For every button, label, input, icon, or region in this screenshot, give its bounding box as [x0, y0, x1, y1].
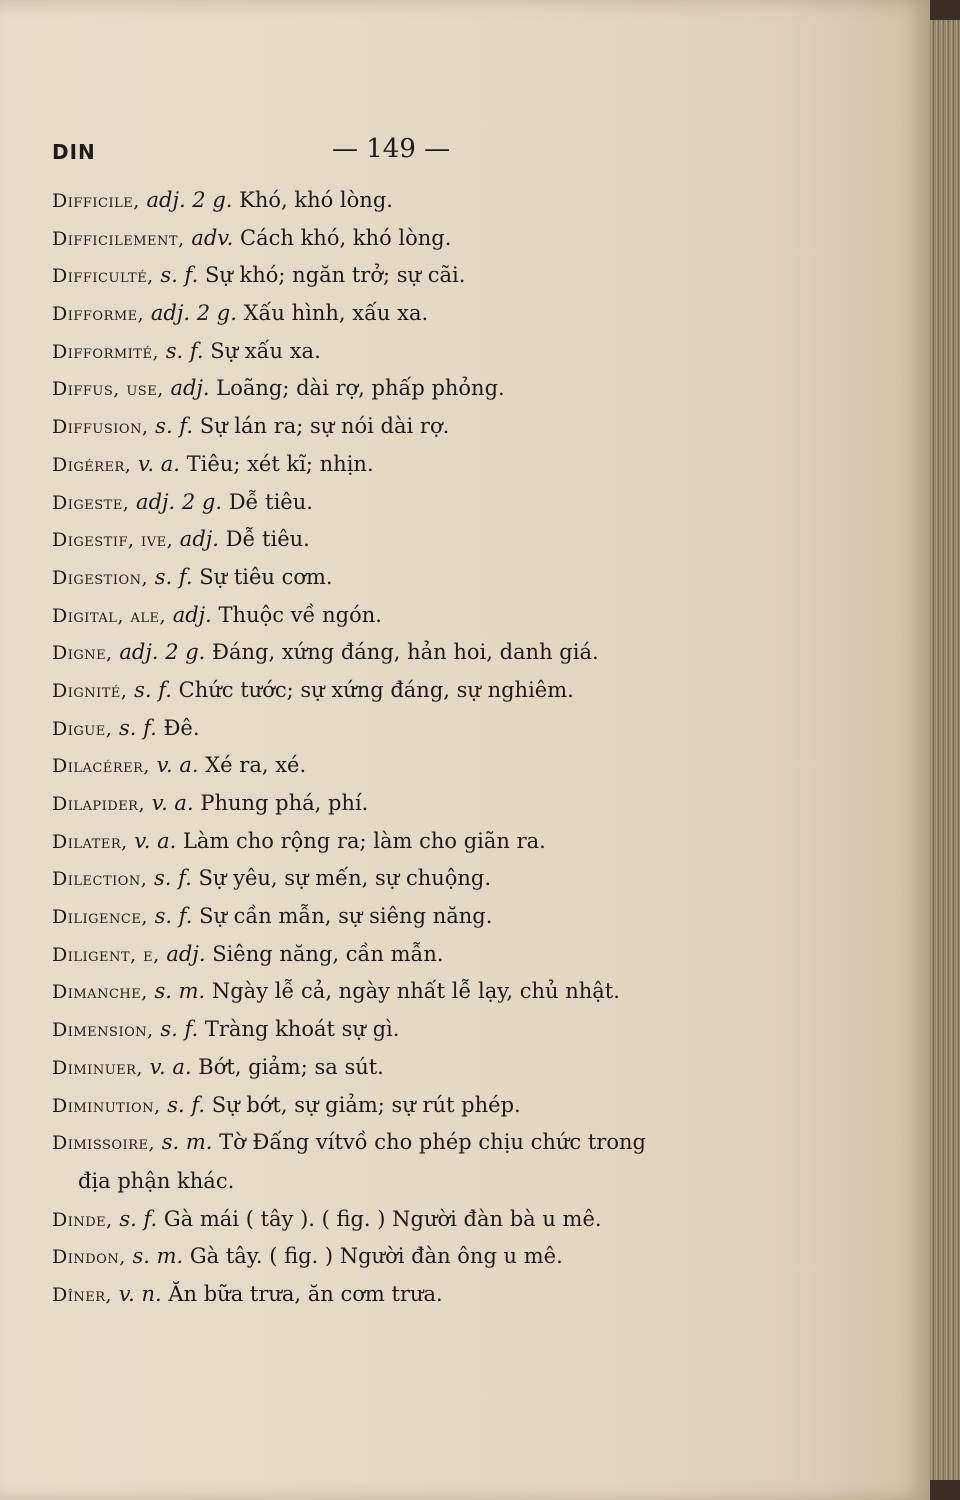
entry-headword: Dilection,: [52, 868, 148, 891]
entry-grammar: v. a.: [138, 451, 180, 476]
dictionary-entry: [52, 1049, 752, 1087]
dictionary-entry: [52, 521, 752, 559]
entry-headword: Diffusion,: [52, 416, 149, 439]
entry-headword: Dilacérer,: [52, 755, 150, 778]
dictionary-entry: [52, 370, 752, 408]
entry-grammar: s. m.: [161, 1130, 213, 1155]
entry-headword: Dimissoire,: [52, 1132, 156, 1155]
dictionary-entry: [52, 257, 752, 295]
entry-headword: Dimension,: [52, 1019, 154, 1042]
entry-definition: Tràng khoát sự gì.: [204, 1017, 400, 1042]
entry-headword: Difficilement,: [52, 227, 185, 250]
entry-definition: Cách khó, khó lòng.: [240, 225, 452, 250]
entry-grammar: s. f.: [154, 564, 193, 589]
dictionary-entry: [52, 1087, 752, 1125]
entry-definition: Ăn bữa trưa, ăn cơm trưa.: [168, 1281, 443, 1306]
entry-headword: Digne,: [52, 642, 113, 665]
entry-definition: Thuộc về ngón.: [218, 602, 382, 627]
entry-definition: Ngày lễ cả, ngày nhất lễ lạy, chủ nhật.: [211, 979, 620, 1004]
entry-grammar: s. f.: [155, 414, 193, 439]
entry-definition: Đê.: [163, 715, 200, 740]
entry-continuation: địa phận khác.: [78, 1168, 235, 1193]
entry-definition: Gà tây. ( fig. ) Người đàn ông u mê.: [189, 1244, 563, 1269]
page-number: — 149 —: [332, 134, 451, 164]
entry-grammar: adj. 2 g.: [146, 188, 233, 212]
entry-headword: Difforme,: [52, 303, 145, 326]
entry-headword: Digérer,: [52, 453, 132, 476]
dictionary-entry: [52, 484, 752, 522]
dictionary-entry: [52, 785, 752, 823]
dictionary-entry: [52, 898, 752, 936]
entry-definition: Phung phá, phí.: [200, 791, 369, 815]
entry-grammar: s. f.: [154, 904, 193, 929]
entry-headword: Digue,: [52, 717, 113, 740]
entry-grammar: adj.: [172, 602, 212, 627]
entry-grammar: adv.: [191, 225, 234, 250]
dictionary-entry: [52, 408, 752, 446]
entry-headword: Dignité,: [52, 679, 128, 702]
entry-headword: Difficulté,: [52, 265, 154, 288]
entry-headword: Diligent, e,: [52, 943, 160, 966]
page-header: [52, 132, 672, 172]
entry-grammar: s. m.: [132, 1244, 184, 1269]
entry-definition: Sự lán ra; sự nói dài rợ.: [199, 414, 450, 439]
entry-headword: Diffus, use,: [52, 378, 164, 401]
entry-grammar: adj. 2 g.: [136, 489, 223, 514]
entry-definition: Xấu hình, xấu xa.: [243, 301, 429, 326]
entry-definition: Tờ Đấng vítvồ cho phép chịu chức trong: [219, 1130, 646, 1155]
entry-headword: Dilater,: [52, 830, 128, 853]
entry-definition: Xé ra, xé.: [205, 753, 307, 778]
dictionary-entry: [52, 597, 752, 635]
entry-headword: Digital, ale,: [52, 604, 166, 627]
dictionary-entry: [52, 559, 752, 597]
entry-definition: Sự khó; ngăn trở; sự cãi.: [204, 263, 466, 288]
running-head: DIN: [52, 140, 96, 164]
entry-definition: Sự cần mẫn, sự siêng năng.: [199, 904, 493, 929]
entry-definition: Khó, khó lòng.: [239, 188, 393, 212]
entry-grammar: s. f.: [167, 1092, 206, 1117]
dictionary-entry: [52, 710, 752, 748]
entry-definition: Sự tiêu cơm.: [199, 564, 333, 589]
entry-headword: Dîner,: [52, 1283, 113, 1306]
dictionary-entry: [52, 1276, 752, 1314]
entry-grammar: s. f.: [160, 263, 199, 288]
entry-definition: Chức tước; sự xứng đáng, sự nghiêm.: [178, 677, 574, 702]
entry-grammar: s. f.: [134, 677, 172, 702]
entry-headword: Dindon,: [52, 1246, 126, 1269]
dictionary-entries: [52, 182, 752, 1314]
entry-grammar: v. a.: [156, 753, 199, 778]
dictionary-entry: [52, 747, 752, 785]
dictionary-entry: [52, 1238, 752, 1276]
entry-headword: Difficile,: [52, 190, 140, 212]
entry-grammar: adj. 2 g.: [150, 301, 237, 326]
dictionary-entry: [52, 1201, 752, 1239]
entry-definition: Gà mái ( tây ). ( fig. ) Người đàn bà u mê.: [163, 1206, 602, 1231]
entry-grammar: s. f.: [160, 1017, 199, 1042]
entry-definition: Làm cho rộng ra; làm cho giãn ra.: [182, 828, 546, 853]
entry-definition: Dễ tiêu.: [225, 527, 310, 552]
dictionary-entry: [52, 672, 752, 710]
dictionary-entry: [52, 1124, 752, 1200]
entry-grammar: s. f.: [154, 866, 192, 891]
entry-grammar: adj.: [179, 527, 219, 552]
dictionary-entry: [52, 973, 752, 1011]
dictionary-entry: [52, 634, 752, 672]
entry-definition: Siêng năng, cần mẫn.: [212, 941, 444, 966]
entry-headword: Dinde,: [52, 1208, 113, 1231]
entry-headword: Diminuer,: [52, 1056, 143, 1079]
entry-grammar: adj.: [170, 376, 210, 401]
entry-grammar: s. f.: [165, 338, 204, 363]
entry-headword: Digestif, ive,: [52, 529, 174, 552]
dictionary-entry: [52, 1011, 752, 1049]
entry-definition: Tiêu; xét kĩ; nhịn.: [186, 451, 374, 476]
dictionary-entry: [52, 220, 752, 258]
dictionary-entry: [52, 860, 752, 898]
entry-headword: Difformité,: [52, 340, 160, 363]
entry-definition: Sự bớt, sự giảm; sự rút phép.: [211, 1092, 521, 1117]
entry-grammar: v. a.: [149, 1054, 192, 1079]
entry-headword: Dilapider,: [52, 793, 146, 815]
entry-headword: Digeste,: [52, 491, 130, 514]
entry-grammar: s. f.: [119, 1206, 158, 1231]
dictionary-entry: [52, 823, 752, 861]
entry-grammar: s. f.: [118, 715, 157, 740]
entry-definition: Sự xấu xa.: [210, 338, 321, 363]
entry-headword: Diligence,: [52, 906, 148, 929]
dictionary-entry: [52, 182, 752, 220]
entry-definition: Loãng; dài rợ, phấp phỏng.: [216, 376, 505, 401]
entry-grammar: adj.: [166, 941, 206, 966]
entry-headword: Dimanche,: [52, 981, 148, 1004]
entry-headword: Diminution,: [52, 1094, 161, 1117]
entry-grammar: s. m.: [154, 979, 206, 1004]
dictionary-entry: [52, 333, 752, 371]
entry-grammar: adj. 2 g.: [119, 640, 206, 665]
entry-grammar: v. a.: [151, 791, 194, 815]
dictionary-entry: [52, 295, 752, 333]
entry-grammar: v. n.: [118, 1281, 162, 1306]
entry-grammar: v. a.: [134, 828, 177, 853]
entry-definition: Bớt, giảm; sa sút.: [198, 1054, 384, 1079]
entry-definition: Dễ tiêu.: [228, 489, 313, 514]
entry-definition: Sự yêu, sự mến, sự chuộng.: [198, 866, 492, 891]
dictionary-entry: [52, 936, 752, 974]
entry-definition: Đáng, xứng đáng, hản hoi, danh giá.: [212, 640, 599, 665]
page-edges: [930, 20, 960, 1480]
entry-headword: Digestion,: [52, 566, 149, 589]
dictionary-entry: [52, 446, 752, 484]
